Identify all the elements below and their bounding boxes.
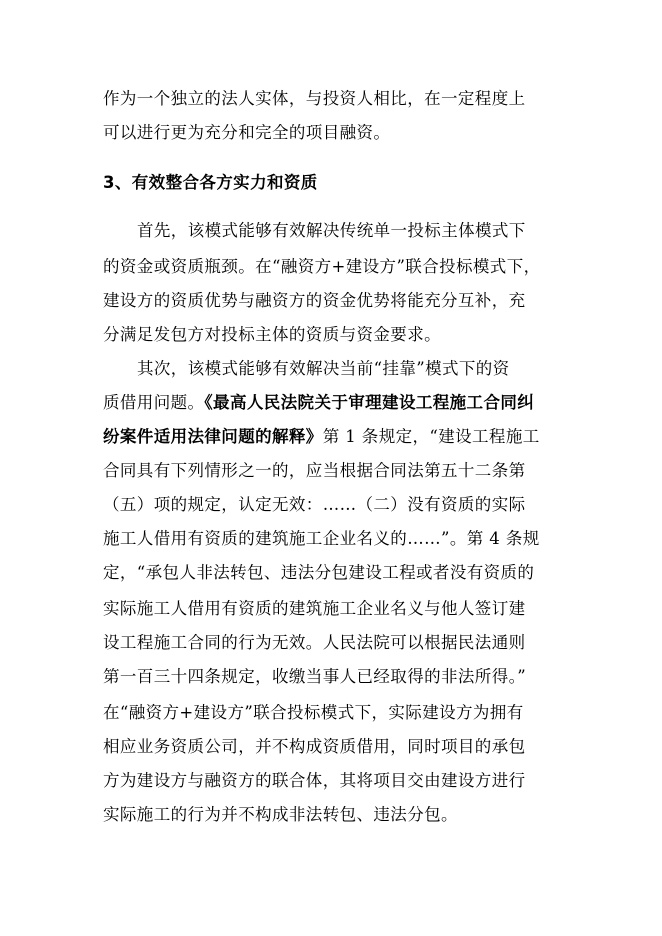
text-line: 设工程施工合同的行为无效。人民法院可以根据民法通则 — [103, 633, 526, 652]
text-line: 其次，该模式能够有效解决当前“挂靠”模式下的资 — [137, 359, 510, 378]
text-line: 的资金或资质瓶颈。在“融资方+建设方”联合投标模式下， — [103, 257, 541, 276]
section-heading: 3、有效整合各方实力和资质 — [103, 173, 318, 192]
text-line: 实际施工的行为并不构成非法转包、违法分包。 — [103, 805, 458, 824]
text-line: 建设方的资质优势与融资方的资金优势将能充分互补，充 — [103, 291, 526, 310]
text-line: 定，“承包人非法转包、违法分包建设工程或者没有资质的 — [103, 563, 535, 582]
law-title: 《最高人民法院关于审理建设工程施工合同纠 — [204, 393, 535, 412]
text-line: 方为建设方与融资方的联合体，其将项目交由建设方进行 — [103, 771, 526, 790]
text-line — [103, 426, 540, 448]
text-line: （五）项的规定，认定无效：……（二）没有资质的实际 — [103, 495, 526, 514]
text-run: 第 1 条规定，“建设工程施工 — [322, 427, 540, 446]
text-line: 施工人借用有资质的建筑施工企业名义的……”。第 4 条规 — [103, 529, 540, 548]
text-line: 实际施工人借用有资质的建筑施工企业名义与他人签订建 — [103, 599, 526, 618]
text-line: 在“融资方+建设方”联合投标模式下，实际建设方为拥有 — [103, 703, 524, 722]
text-line: 作为一个独立的法人实体，与投资人相比，在一定程度上 — [103, 89, 526, 108]
text-line: 可以进行更为充分和完全的项目融资。 — [103, 123, 391, 142]
law-title: 纷案件适用法律问题的解释》 — [103, 427, 323, 446]
text-line — [103, 392, 534, 414]
text-run: 质借用问题。 — [103, 393, 205, 412]
text-line: 第一百三十四条规定，收缴当事人已经取得的非法所得。” — [103, 667, 527, 686]
text-line: 首先，该模式能够有效解决传统单一投标主体模式下 — [137, 221, 526, 240]
text-line: 合同具有下列情形之一的，应当根据合同法第五十二条第 — [103, 461, 526, 480]
text-line: 相应业务资质公司，并不构成资质借用，同时项目的承包 — [103, 737, 526, 756]
text-line: 分满足发包方对投标主体的资质与资金要求。 — [103, 325, 441, 344]
